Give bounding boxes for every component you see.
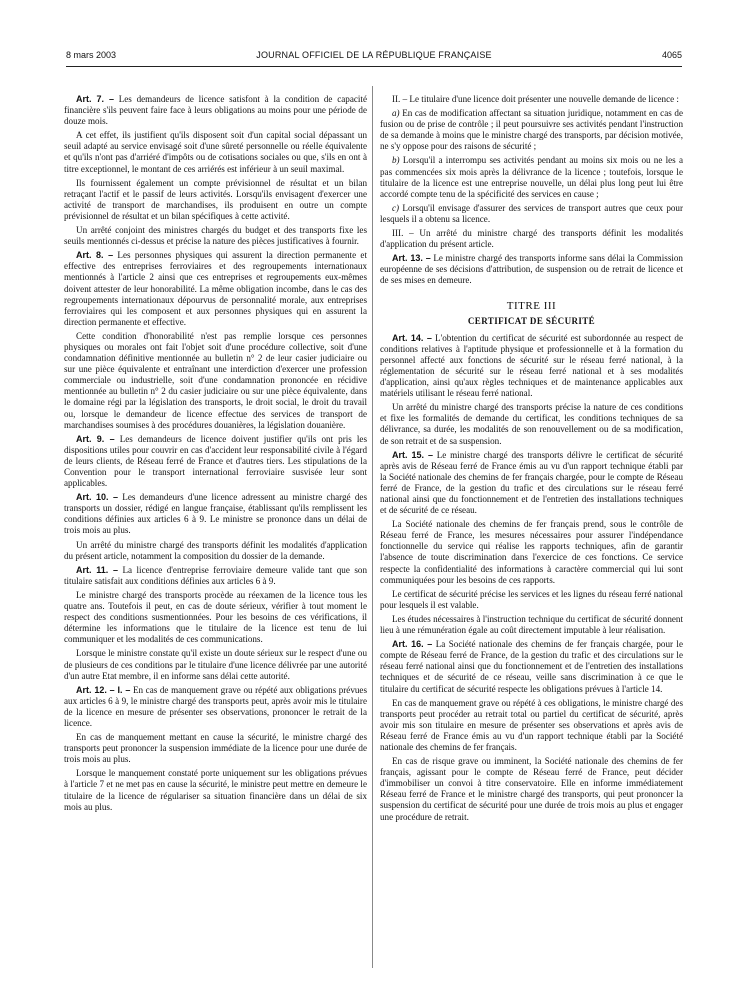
- paragraph-text: Le ministre chargé des transports délivre le certificat de sécurité après avis de Réseau ferré de France émis au vu d'un rapport technique établi par la Société nationale des chemins de fer français chargée, pour le compte de Réseau ferré de France, de la gestion du trafic et des circulations sur le réseau ferré national ainsi que du fonctionnement et de l'entretien des installations techniques et de sécurité de ce réseau.: [380, 449, 683, 516]
- paragraph: [64, 331, 367, 431]
- article-number: Art. 7. –: [76, 94, 114, 104]
- paragraph-text: En cas de manquement mettant en cause la sécurité, le ministre chargé des transports peut prononcer la suspension immédiate de la licence pour une durée de trois mois au plus.: [64, 732, 367, 765]
- article-number: Art. 8. –: [76, 250, 114, 261]
- paragraph: [64, 178, 367, 222]
- titre-heading: TITRE III: [506, 299, 557, 312]
- paragraph: [380, 698, 683, 753]
- paragraph: [64, 225, 367, 247]
- paragraph-text: A cet effet, ils justifient qu'ils disposent soit d'un capital social dépassant un seuil adapté au service envisagé soit d'une sûreté personnelle ou réelle équivalente et qu'ils n'ont pas d'arriéré d'impôts ou de cotisations sociales ou que, s'ils en ont à titre exceptionnel, le montant de ces arriérés est inférieur à un seuil maximal.: [64, 130, 367, 174]
- paragraph: [380, 756, 683, 823]
- article-number: Art. 9. –: [76, 433, 115, 444]
- paragraph: [64, 768, 367, 812]
- paragraph-text: III. – Un arrêté du ministre chargé des transports définit les modalités d'application du présent article.: [380, 228, 683, 250]
- paragraph: [64, 492, 367, 536]
- paragraph-text: Les personnes physiques qui assurent la direction permanente et effective des entreprises ferroviaires et des regroupements internationaux mentionnés à l'article 2 ainsi que ces entreprises et regroupements eux-mêmes doivent attester de leur honorabilité. La même obligation incombe, dans le cas des regroupements internationaux dépourvus de personnalité morale, aux entreprises ferroviaires qui les composent et aux personnes physiques qui en assurent la direction permanente et effective.: [64, 250, 367, 327]
- paragraph: [64, 94, 367, 127]
- titre-subheading: CERTIFICAT DE SÉCURITÉ: [467, 315, 596, 326]
- paragraph: [380, 614, 683, 636]
- paragraph-text: En cas de manquement grave ou répété aux obligations prévues aux articles 6 à 9, le ministre chargé des transports peut, après avoir mis le titulaire de la licence en mesure de présenter ses observations, prononcer le retrait de la licence.: [64, 684, 367, 728]
- paragraph-text: En cas de modification affectant sa situation juridique, notamment en cas de fusion ou de prise de contrôle ; il peut poursuivre ses activités pendant l'instruction de sa demande à moins que le ministre chargé des transports, par décision motivée, ne s'y oppose pour des raisons de sécurité ;: [380, 108, 683, 152]
- paragraph-text: Lorsque le ministre constate qu'il existe un doute sérieux sur le respect d'une ou de plusieurs de ces conditions par le titulaire d'une licence délivrée par une autorité d'un autre Etat membre, il en informe sans délai cette autorité.: [64, 648, 367, 681]
- right-column: [380, 94, 683, 826]
- column-divider: [372, 86, 373, 968]
- paragraph: [380, 519, 683, 586]
- item-letter: b): [392, 155, 400, 166]
- paragraph-text: Les demandeurs d'une licence adressent au ministre chargé des transports un dossier, rédigé en langue française, établissant qu'ils remplissent les conditions définies aux articles 6 à 9. Le ministre se prononce dans un délai de trois mois au plus.: [64, 492, 367, 536]
- right-column-bottom: [380, 333, 683, 823]
- paragraph-text: Cette condition d'honorabilité n'est pas remplie lorsque ces personnes physiques ou morales ont fait l'objet soit d'une procédure collective, soit d'une condamnation définitive mentionnée au bulletin n° 2 de leur casier judiciaire ou sur une pièce équivalente et entraînant une interdiction d'exercer une profession commerciale ou industrielle, soit d'une condamnation prononcée en récidive mentionnée au bulletin n° 2 du casier judiciaire ou sur une pièce équivalente, dans le domaine régi par la législation des transports, le droit social, le droit du travail ou, lorsque le demandeur de licence effectue des services de transport de marchandises soumises à des procédures douanières, la législation douanière.: [64, 330, 367, 430]
- paragraph: [64, 590, 367, 645]
- paragraph-text: En cas de manquement grave ou répété à ces obligations, le ministre chargé des transports peut procéder au retrait total ou partiel du certificat de sécurité, après avoir mis son titulaire en mesure de présenter ses observations et après avis de Réseau ferré de France émis au vu d'un rapport technique établi par la Société nationale des chemins de fer français.: [380, 697, 683, 752]
- paragraph: [380, 155, 683, 199]
- item-letter: c): [392, 202, 400, 213]
- header-journal-title: JOURNAL OFFICIEL DE LA RÉPUBLIQUE FRANÇAISE: [256, 50, 492, 60]
- paragraph: [380, 203, 683, 225]
- left-column: [64, 94, 367, 816]
- article-number: Art. 11. –: [76, 564, 118, 575]
- paragraph: [380, 253, 683, 286]
- paragraph-text: La Société nationale des chemins de fer français chargée, pour le compte de Réseau ferré de France, de la gestion du trafic et des circulations sur le réseau ferré national ainsi que du fonctionnement et de l'entretien des installations techniques et de sécurité de ce réseau, veille sans discrimination à ce que le titulaire du certificat de sécurité respecte les obligations prévues à l'article 14.: [380, 639, 683, 694]
- header-rule: [66, 66, 682, 67]
- paragraph: [380, 228, 683, 250]
- paragraph-text: Un arrêté du ministre chargé des transports précise la nature de ces conditions et fixe les formalités de demande du certificat, les conditions techniques de sa délivrance, sa durée, les modalités de son renouvellement ou de sa modification, de son retrait et de sa suspension.: [380, 402, 683, 446]
- paragraph: [64, 434, 367, 489]
- paragraph: [380, 94, 683, 105]
- paragraph-text: Le certificat de sécurité précise les services et les lignes du réseau ferré national pour lesquels il est valable.: [380, 588, 683, 610]
- paragraph-text: Les demandeurs de licence doivent justifier qu'ils ont pris les dispositions utiles pour couvrir en cas d'accident leur responsabilité civile à l'égard de leurs clients, de Réseau ferré de France et d'autres tiers. Les stipulations de la Convention pour le transport international ferroviaire susvisée leur sont applicables.: [64, 433, 367, 489]
- paragraph-text: La Société nationale des chemins de fer français prend, sous le contrôle de Réseau ferré de France, les mesures nécessaires pour assurer l'indépendance fonctionnelle du service qui réalise les rapports techniques, afin de garantir l'absence de toute discrimination dans l'exercice de ces fonctions. Ce service respecte la confidentialité des informations à caractère commercial qui lui sont communiquées pour les besoins de ces rapports.: [380, 519, 683, 585]
- paragraph: [64, 732, 367, 765]
- paragraph: [64, 130, 367, 174]
- paragraph-text: L'obtention du certificat de sécurité est subordonnée au respect de conditions relatives à l'aptitude physique et professionnelle et à la formation du personnel affecté aux fonctions de sécurité sur le réseau ferré national, à la réglementation de sécurité sur le réseau ferré national et à ses modalités d'application, ainsi qu'aux règles techniques et de maintenance applicables aux matériels utilisant le réseau ferré national.: [380, 332, 683, 399]
- header-date: 8 mars 2003: [66, 50, 117, 60]
- paragraph-text: II. – Le titulaire d'une licence doit présenter une nouvelle demande de licence :: [392, 94, 679, 104]
- paragraph: [380, 639, 683, 694]
- paragraph: [380, 402, 683, 446]
- paragraph-text: Lorsqu'il a interrompu ses activités pendant au moins six mois ou ne les a pas commencées six mois après la délivrance de la licence ; toutefois, lorsque le titulaire de la licence est une entreprise nouvelle, un délai plus long peut lui être accordé compte tenu de la spécificité des services en cause ;: [380, 155, 683, 199]
- paragraph-text: Lorsque le manquement constaté porte uniquement sur les obligations prévues à l'article 7 et ne met pas en cause la sécurité, le ministre peut mettre en demeure le titulaire de la licence de régulariser sa situation financière dans un délai de six mois au plus.: [64, 768, 367, 812]
- right-column-top: [380, 94, 683, 287]
- item-letter: a): [392, 108, 400, 119]
- article-number: Art. 13. –: [392, 253, 431, 264]
- paragraph: [380, 450, 683, 517]
- paragraph-text: La licence d'entreprise ferroviaire demeure valide tant que son titulaire satisfait aux conditions définies aux articles 6 à 9.: [64, 564, 367, 586]
- paragraph-text: Ils fournissent également un compte prévisionnel de résultat et un bilan retraçant l'actif et le passif de leurs activités. Lorsqu'ils envisagent d'exercer une activité de transport de marchandises, ils produisent en outre un compte prévisionnel de résultat et un bilan spécifiques à cette activité.: [64, 177, 367, 221]
- paragraph-text: Un arrêté conjoint des ministres chargés du budget et des transports fixe les seuils mentionnés ci-dessus et précise la nature des pièces justificatives à fournir.: [64, 225, 367, 247]
- paragraph: [380, 333, 683, 400]
- paragraph: [64, 250, 367, 328]
- paragraph: [380, 589, 683, 611]
- header-page-number: 4065: [661, 50, 682, 60]
- paragraph: [380, 108, 683, 152]
- paragraph-text: En cas de risque grave ou imminent, la Société nationale des chemins de fer français, agissant pour le compte de Réseau ferré de France, peut décider d'immobiliser un convoi à titre conservatoire. Elle en informe immédiatement Réseau ferré de France et le ministre chargé des transports, qui peut prononcer la suspension du certificat de sécurité pour une durée de trois mois au plus et engager une procédure de retrait.: [380, 756, 683, 822]
- paragraph: [64, 648, 367, 681]
- paragraph: [64, 685, 367, 729]
- paragraph-text: Les demandeurs de licence satisfont à la condition de capacité financière s'ils peuvent faire face à leurs obligations au moins pour une période de douze mois.: [64, 94, 367, 127]
- paragraph-text: Les études nécessaires à l'instruction technique du certificat de sécurité donnent lieu à une rémunération égale au coût directement imputable à leur réalisation.: [380, 613, 683, 636]
- paragraph-text: Le ministre chargé des transports procède au réexamen de la licence tous les quatre ans. Toutefois il peut, en cas de doute sérieux, vérifier à tout moment le respect des conditions susmentionnées. Pour les besoins de ces vérifications, il détermine les informations que le titulaire de la licence est tenu de lui communiquer et les modalités de ces communications.: [64, 589, 367, 645]
- article-number: Art. 16. –: [392, 639, 433, 650]
- article-number: Art. 15. –: [392, 449, 433, 460]
- page-header: [66, 50, 682, 64]
- paragraph: [64, 540, 367, 562]
- paragraph-text: Un arrêté du ministre chargé des transports définit les modalités d'application du présent article, notamment la composition du dossier de la demande.: [64, 539, 367, 561]
- article-number: Art. 14. –: [392, 332, 432, 343]
- paragraph-text: Le ministre chargé des transports informe sans délai la Commission européenne de ses décisions d'attribution, de suspension ou de retrait de licence et de ses mises en demeure.: [380, 253, 683, 286]
- article-number: Art. 12. – I. –: [76, 684, 131, 695]
- paragraph-text: Lorsqu'il envisage d'assurer des services de transport autres que ceux pour lesquels il a obtenu sa licence.: [380, 202, 683, 224]
- article-number: Art. 10. –: [76, 492, 119, 503]
- paragraph: [64, 565, 367, 587]
